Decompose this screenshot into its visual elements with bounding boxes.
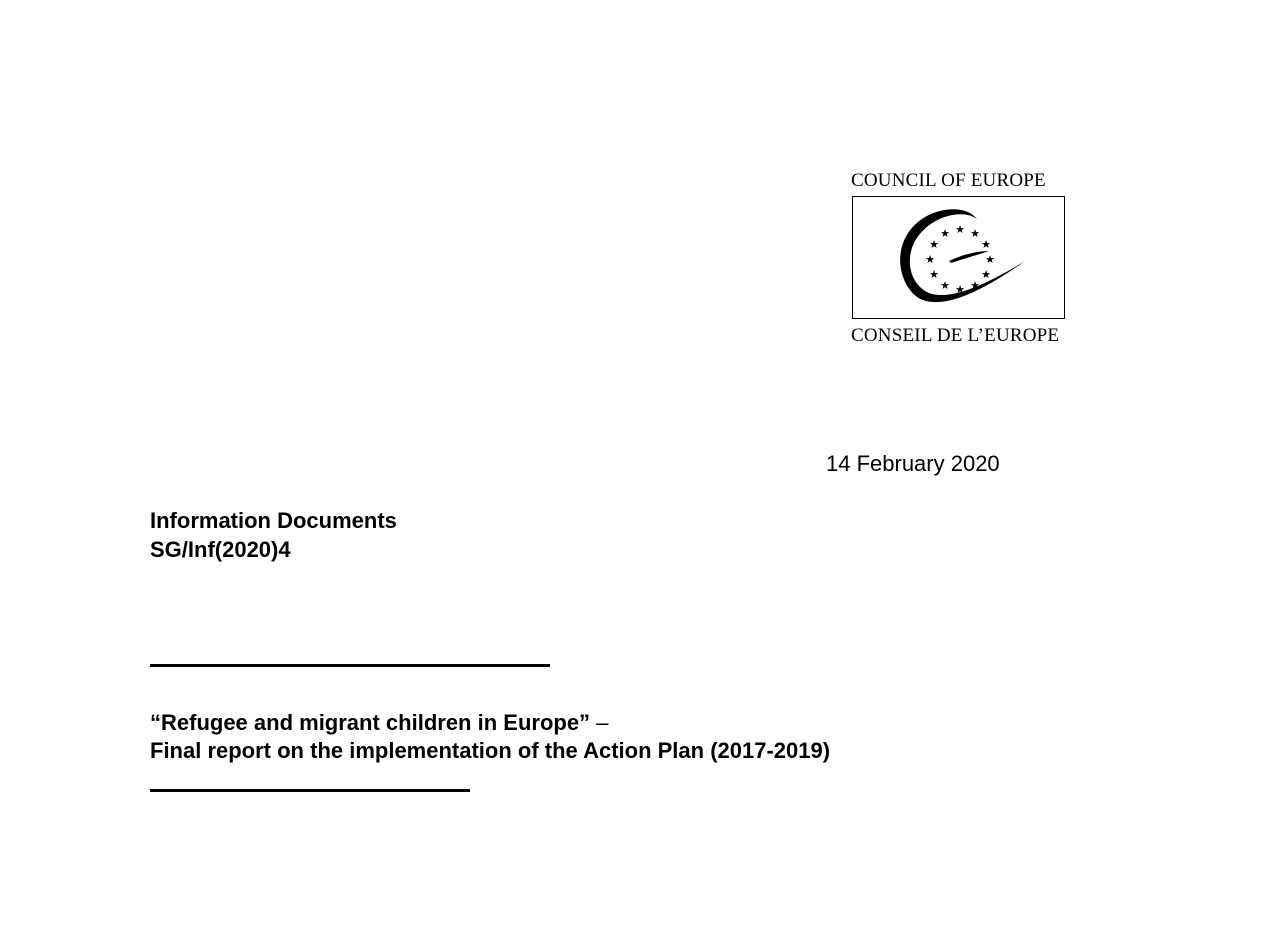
svg-text:★: ★ <box>940 227 950 240</box>
logo-bottom-text: CONSEIL DE L’EUROPE <box>851 325 1060 346</box>
svg-text:★: ★ <box>970 227 980 240</box>
svg-text:★: ★ <box>955 283 965 296</box>
council-of-europe-emblem-icon <box>853 197 1064 318</box>
document-reference: SG/Inf(2020)4 <box>150 537 291 562</box>
document-title-line-2: Final report on the implementation of the Action Plan (2017-2019) <box>150 738 831 763</box>
svg-text:★: ★ <box>929 268 939 281</box>
title-rule-bottom <box>150 789 470 792</box>
document-date: 14 February 2020 <box>826 451 1000 476</box>
council-of-europe-logo <box>851 170 1069 346</box>
logo-emblem-box <box>852 196 1065 319</box>
document-title-quote: “Refugee and migrant children in Europe” <box>150 710 591 735</box>
svg-text:★: ★ <box>981 268 991 281</box>
svg-text:★: ★ <box>985 253 995 266</box>
document-title-dash: – <box>596 710 609 735</box>
title-rule-top <box>150 664 550 667</box>
svg-text:★: ★ <box>970 279 980 292</box>
logo-top-text: COUNCIL OF EUROPE <box>851 170 1046 191</box>
svg-text:★: ★ <box>925 253 935 266</box>
document-type: Information Documents <box>150 508 397 533</box>
svg-text:★: ★ <box>940 279 950 292</box>
svg-text:★: ★ <box>929 238 939 251</box>
document-title-line-1 <box>150 710 608 736</box>
svg-text:★: ★ <box>955 223 965 236</box>
svg-text:★: ★ <box>981 238 991 251</box>
